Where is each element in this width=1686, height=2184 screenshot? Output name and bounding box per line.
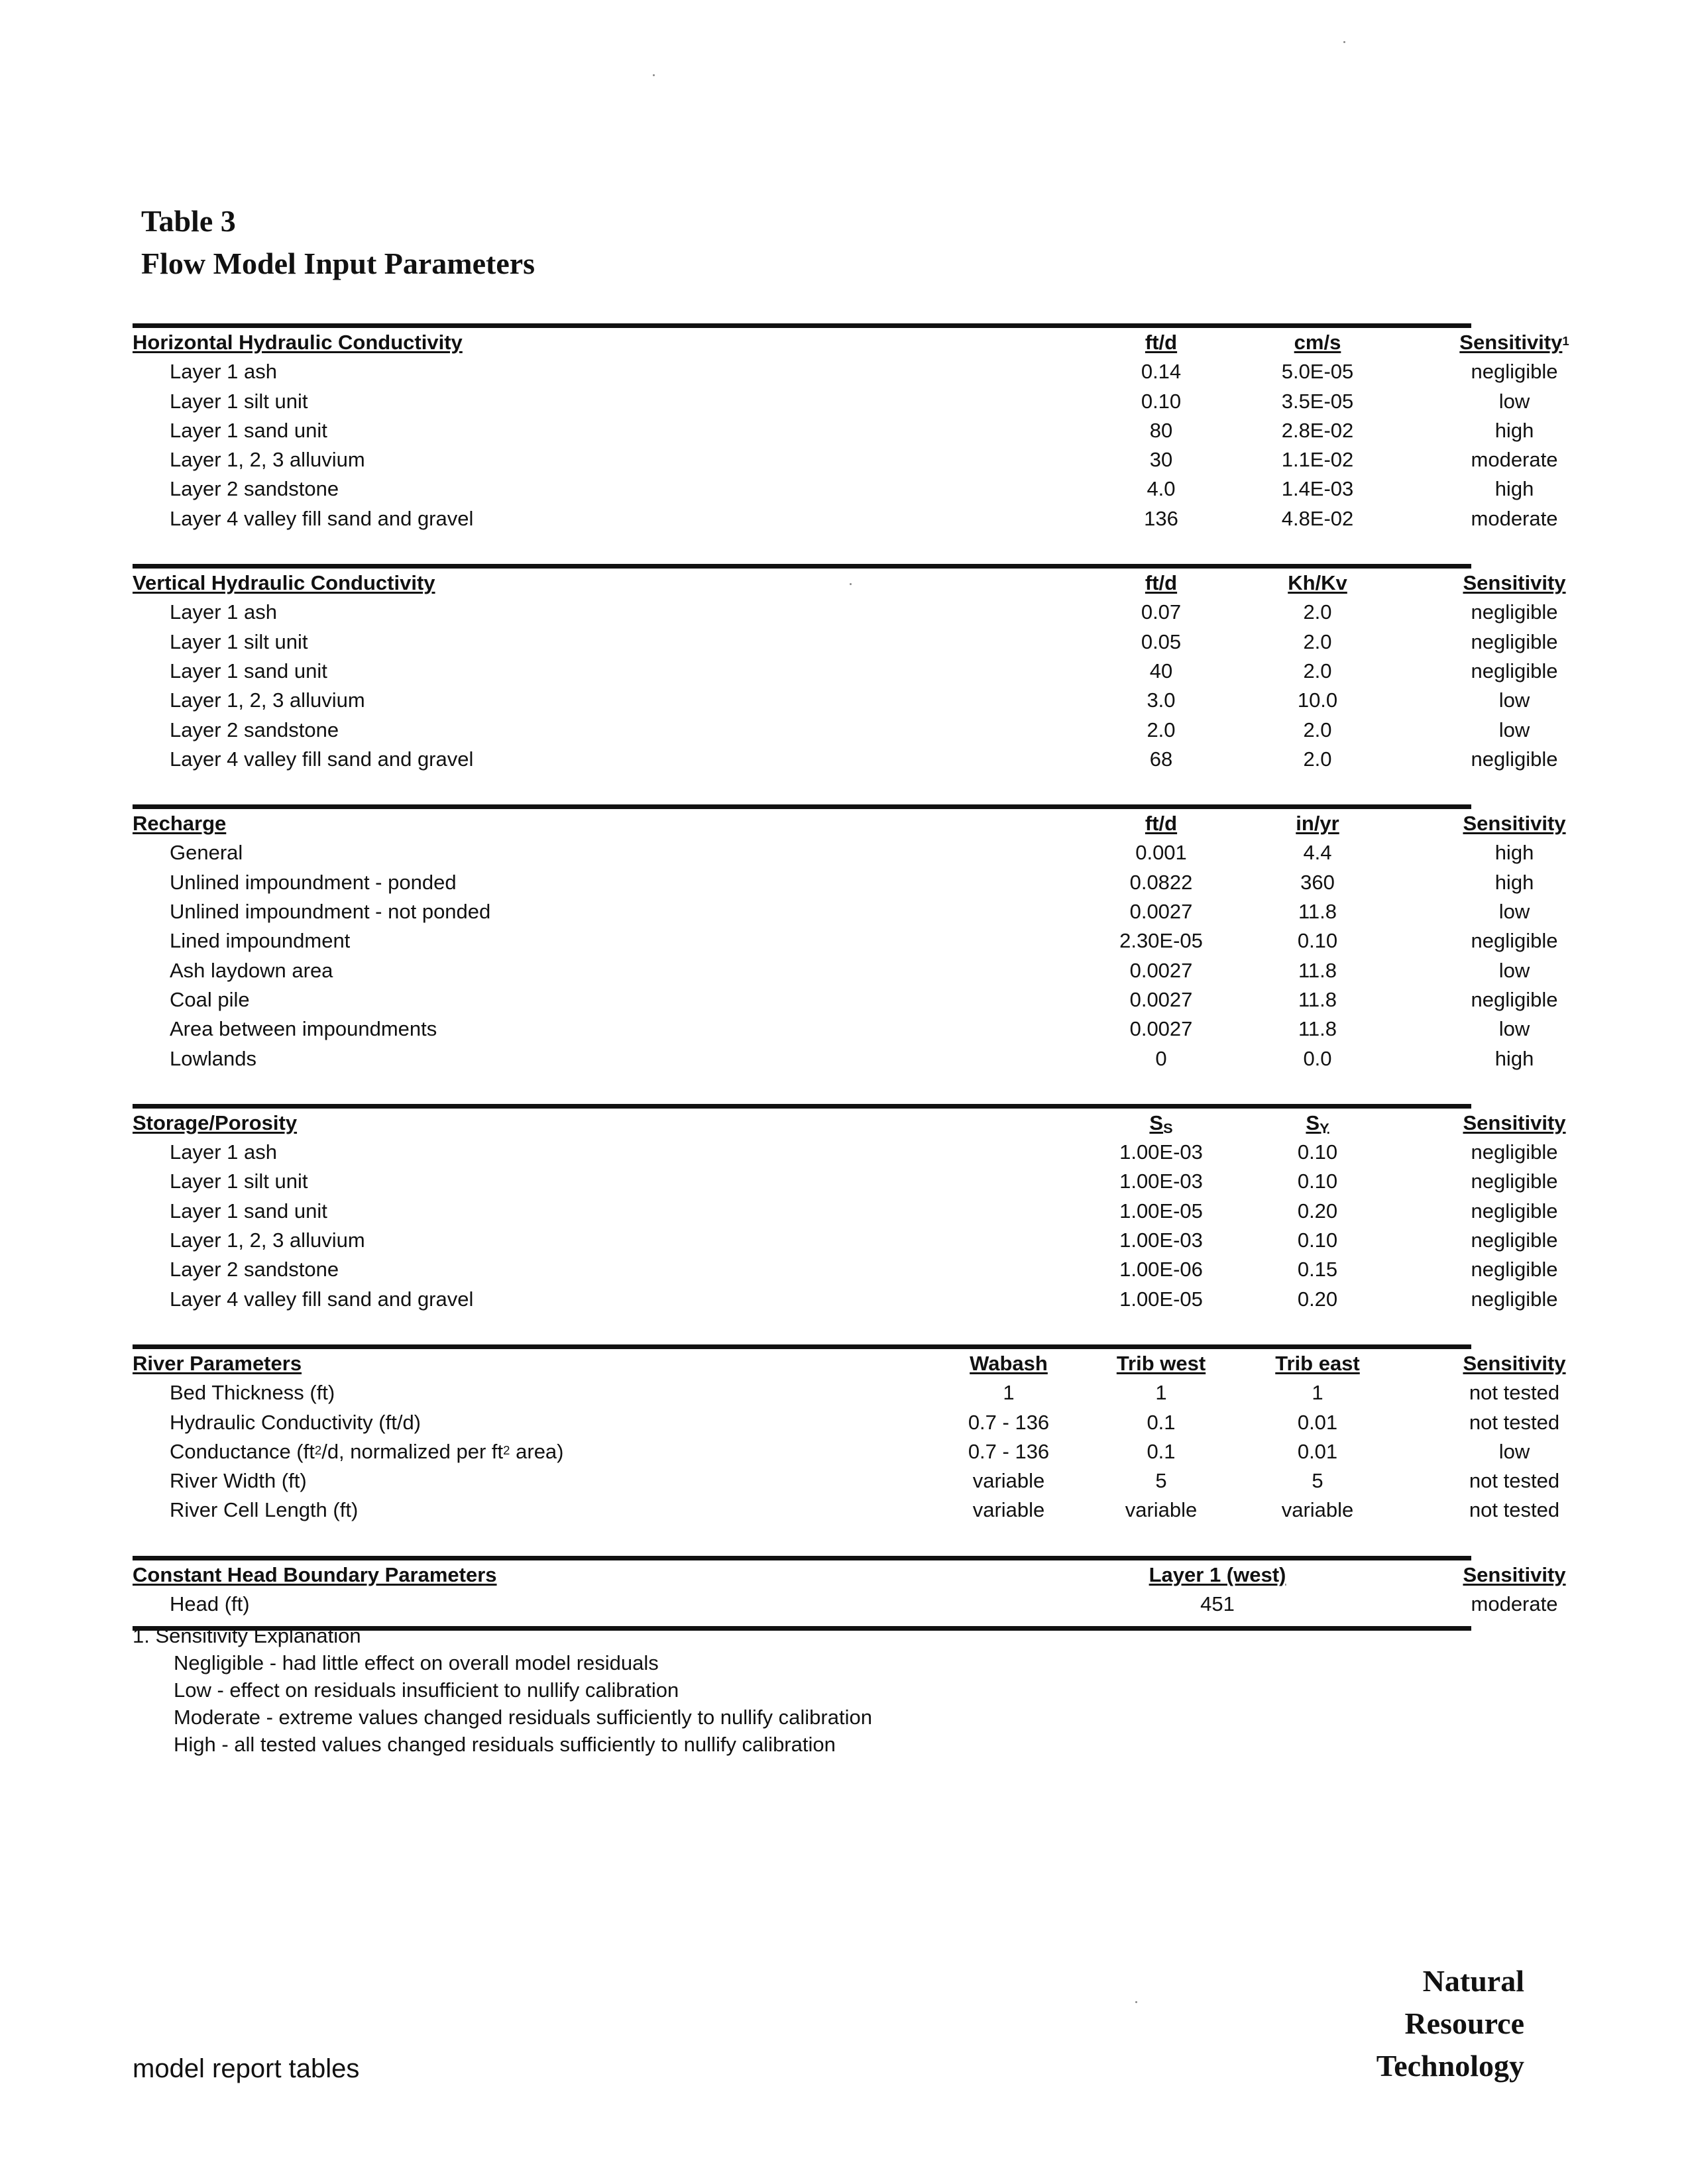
col-header: Sensitivity — [1463, 1111, 1566, 1134]
table-number: Table 3 — [141, 204, 236, 238]
table-row: Layer 2 sandstone 2.0 2.0 low — [170, 718, 1530, 741]
table-row: Layer 4 valley fill sand and gravel 1.00E-05 0.20 negligible — [170, 1287, 1558, 1311]
table-row: Layer 2 sandstone 4.0 1.4E-03 high — [170, 477, 1534, 501]
col-header: ft/d — [1145, 331, 1178, 354]
section-title: Recharge — [133, 812, 227, 836]
table-row: Layer 1 ash 1.00E-03 0.10 negligible — [170, 1140, 1558, 1164]
col-header: Sensitivity — [1463, 571, 1566, 595]
section-river-parameters — [133, 1344, 1566, 1525]
footer-label: model report tables — [133, 2054, 360, 2083]
table-row: Head (ft) 451 moderate — [170, 1592, 1558, 1615]
col-header-ss: $S_S$ — [1149, 1111, 1173, 1137]
table-row: Layer 1 ash 0.14 5.0E-05 negligible — [170, 360, 1558, 384]
section-recharge — [133, 804, 1566, 1073]
col-header: Sensitivity — [1463, 1351, 1566, 1375]
table-title — [141, 200, 535, 285]
section-header — [133, 809, 1566, 838]
footnote-line: Low - effect on residuals insufficient to nullify calibration — [174, 1678, 679, 1702]
table-row: Layer 1, 2, 3 alluvium 3.0 10.0 low — [170, 688, 1530, 712]
col-header: cm/s — [1294, 331, 1341, 354]
col-header: ft/d — [1145, 571, 1178, 595]
parameter-tables — [133, 323, 1569, 1649]
col-header: Wabash — [970, 1351, 1048, 1375]
col-header: Layer 1 (west) — [1149, 1562, 1286, 1586]
table-row: Layer 1, 2, 3 alluvium 1.00E-03 0.10 negligible — [170, 1228, 1558, 1252]
table-row: General 0.001 4.4 high — [170, 841, 1534, 865]
section-header — [133, 1109, 1566, 1138]
col-header: in/yr — [1296, 812, 1339, 836]
table-row: Area between impoundments 0.0027 11.8 low — [170, 1017, 1530, 1041]
table-row: Layer 1 silt unit 1.00E-03 0.10 negligible — [170, 1170, 1558, 1193]
company-logo: Natural Resource Technology — [1376, 1964, 1524, 2083]
table-row: Layer 1, 2, 3 alluvium 30 1.1E-02 moderate — [170, 448, 1558, 472]
section-title: Storage/Porosity — [133, 1111, 298, 1134]
table-row: Unlined impoundment - ponded 0.0822 360 high — [170, 870, 1534, 894]
table-row: Layer 1 sand unit 80 2.8E-02 high — [170, 418, 1534, 442]
table-row: Lined impoundment 2.30E-05 0.10 negligible — [170, 929, 1558, 953]
section-title: Vertical Hydraulic Conductivity — [133, 571, 435, 595]
scan-speck — [1135, 2001, 1137, 2003]
section-header — [133, 1560, 1566, 1590]
section-header — [133, 569, 1566, 598]
table-caption: Flow Model Input Parameters — [141, 246, 535, 280]
col-header: Kh/Kv — [1288, 571, 1347, 595]
footnote-heading: 1. Sensitivity Explanation — [133, 1624, 361, 1647]
table-row: River Width (ft) variable 5 5 not tested — [170, 1469, 1560, 1493]
footnote — [133, 1622, 872, 1758]
scan-speck — [653, 74, 655, 76]
col-header: Trib west — [1116, 1351, 1206, 1375]
table-row: Layer 1 silt unit 0.05 2.0 negligible — [170, 629, 1558, 653]
section-constant-head — [133, 1556, 1566, 1619]
section-title: River Parameters — [133, 1351, 302, 1375]
footnote-line: Negligible - had little effect on overall model residuals — [174, 1651, 659, 1674]
table-row: Layer 4 valley fill sand and gravel 68 2.0 negligible — [170, 747, 1558, 771]
table-row: Unlined impoundment - not ponded 0.0027 11.8 low — [170, 900, 1530, 924]
col-header: Sensitivity — [1463, 812, 1566, 836]
section-horizontal-conductivity — [133, 323, 1569, 533]
table-row: Layer 2 sandstone 1.00E-06 0.15 negligible — [170, 1258, 1558, 1282]
table-row: Layer 4 valley fill sand and gravel 136 4.8E-02 moderate — [170, 506, 1558, 530]
section-vertical-conductivity — [133, 564, 1566, 774]
section-title: Horizontal Hydraulic Conductivity — [133, 331, 463, 354]
col-header-sy: $S_Y$ — [1306, 1111, 1329, 1137]
table-row: Hydraulic Conductivity (ft/d) 0.7 - 136 0.1 0.01 not tested — [170, 1410, 1560, 1434]
footnote-line: High - all tested values changed residuals sufficiently to nullify calibration — [174, 1733, 836, 1756]
table-row: Lowlands 0 0.0 high — [170, 1046, 1534, 1070]
footnote-line: Moderate - extreme values changed residuals sufficiently to nullify calibration — [174, 1706, 872, 1729]
table-row: Ash laydown area 0.0027 11.8 low — [170, 958, 1530, 982]
table-row: Layer 1 ash 0.07 2.0 negligible — [170, 600, 1558, 624]
table-row: Layer 1 sand unit 1.00E-05 0.20 negligible — [170, 1199, 1558, 1223]
table-row: Conductance ($ft^2/d$, normalized per $ft^2$ area) 0.7 - 136 0.1 0.01 low — [170, 1439, 1530, 1463]
col-header: Trib east — [1275, 1351, 1360, 1375]
col-header: Sensitivity$^1$ — [1459, 331, 1569, 354]
section-storage-porosity — [133, 1104, 1566, 1314]
section-header — [133, 328, 1569, 357]
table-row: Layer 1 silt unit 0.10 3.5E-05 low — [170, 389, 1530, 413]
scan-speck — [1343, 41, 1345, 43]
col-header: ft/d — [1145, 812, 1178, 836]
col-header: Sensitivity — [1463, 1562, 1566, 1586]
table-row: Coal pile 0.0027 11.8 negligible — [170, 987, 1558, 1011]
footnote-mark: 1 — [1562, 334, 1569, 349]
table-row: River Cell Length (ft) variable variable variable not tested — [170, 1498, 1560, 1522]
section-title: Constant Head Boundary Parameters — [133, 1562, 497, 1586]
table-row: Bed Thickness (ft) 1 1 1 not tested — [170, 1381, 1560, 1405]
section-header — [133, 1349, 1566, 1378]
scan-speck — [850, 583, 852, 585]
table-row: Layer 1 sand unit 40 2.0 negligible — [170, 659, 1558, 682]
